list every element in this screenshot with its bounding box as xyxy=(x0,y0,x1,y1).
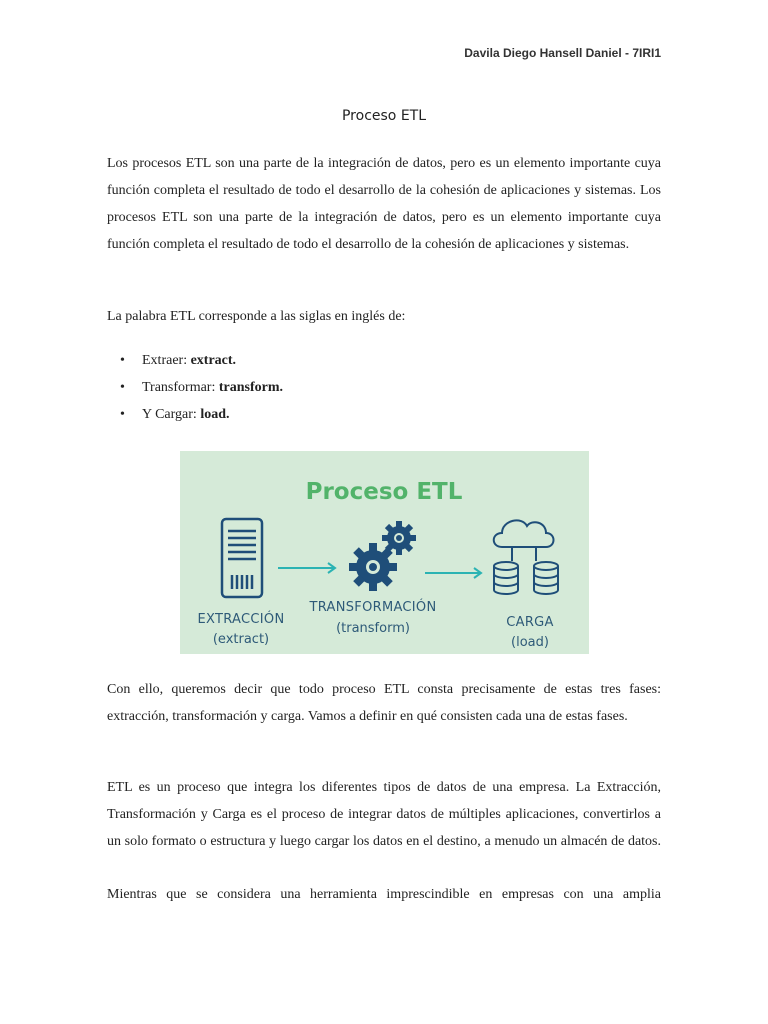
stage-sub-transform: (transform) xyxy=(336,621,410,636)
etl-bullet-list xyxy=(107,347,283,428)
gears-icon xyxy=(349,521,416,591)
arrow-right-icon xyxy=(278,563,335,573)
mientras-paragraph: Mientras que se considera una herramienta imprescindible en empresas con una amplia xyxy=(107,887,661,902)
stage-label-carga: CARGA xyxy=(506,615,554,630)
etl-process-figure xyxy=(180,451,589,654)
stage-label-transformacion: TRANSFORMACIÓN xyxy=(309,600,437,615)
definicion-paragraph: ETL es un proceso que integra los diferentes tipos de datos de una empresa. La Extracción, Transformación y Carga es el proceso de integrar datos de múltiples aplicaciones, convertirlos a un solo formato o estructura y luego cargar los datos en el destino, a menudo un almacén de datos. xyxy=(107,780,661,849)
bullet-label: Extraer: xyxy=(142,353,191,368)
list-item xyxy=(107,374,283,401)
bullet-term: load. xyxy=(200,407,230,422)
stage-sub-load: (load) xyxy=(511,635,549,650)
bullet-term: extract. xyxy=(190,353,237,368)
list-item xyxy=(107,347,283,374)
header-author: Davila Diego Hansell Daniel - 7IRI1 xyxy=(464,46,661,60)
figure-title: Proceso ETL xyxy=(305,479,463,505)
bullet-icon: • xyxy=(120,353,125,368)
list-item xyxy=(107,401,283,428)
intro-paragraph: Los procesos ETL son una parte de la integración de datos, pero es un elemento importante cuya función completa el resultado de todo el desarrollo de la cohesión de aplicaciones y sistemas. Los procesos ETL son una parte de la integración de datos, pero es un elemento importante cuya función completa el resultado de todo el desarrollo de la cohesión de aplicaciones y sistemas. xyxy=(107,156,661,252)
bullet-icon: • xyxy=(120,407,125,422)
page-title: Proceso ETL xyxy=(341,108,427,124)
bullet-term: transform. xyxy=(218,380,284,395)
etl-diagram xyxy=(180,451,589,654)
stage-label-extraccion: EXTRACCIÓN xyxy=(197,612,285,627)
fases-paragraph: Con ello, queremos decir que todo proceso ETL consta precisamente de estas tres fases: extracción, transformación y carga. Vamos a definir en qué consisten cada una de estas fases. xyxy=(107,682,661,724)
siglas-paragraph: La palabra ETL corresponde a las siglas en inglés de: xyxy=(107,309,406,324)
cloud-database-icon xyxy=(494,520,558,594)
bullet-label: Transformar: xyxy=(142,380,219,395)
stage-sub-extract: (extract) xyxy=(212,632,270,647)
bullet-icon: • xyxy=(120,380,125,395)
bullet-label: Y Cargar: xyxy=(142,407,201,422)
arrow-right-icon xyxy=(425,568,481,578)
server-icon xyxy=(222,519,262,597)
